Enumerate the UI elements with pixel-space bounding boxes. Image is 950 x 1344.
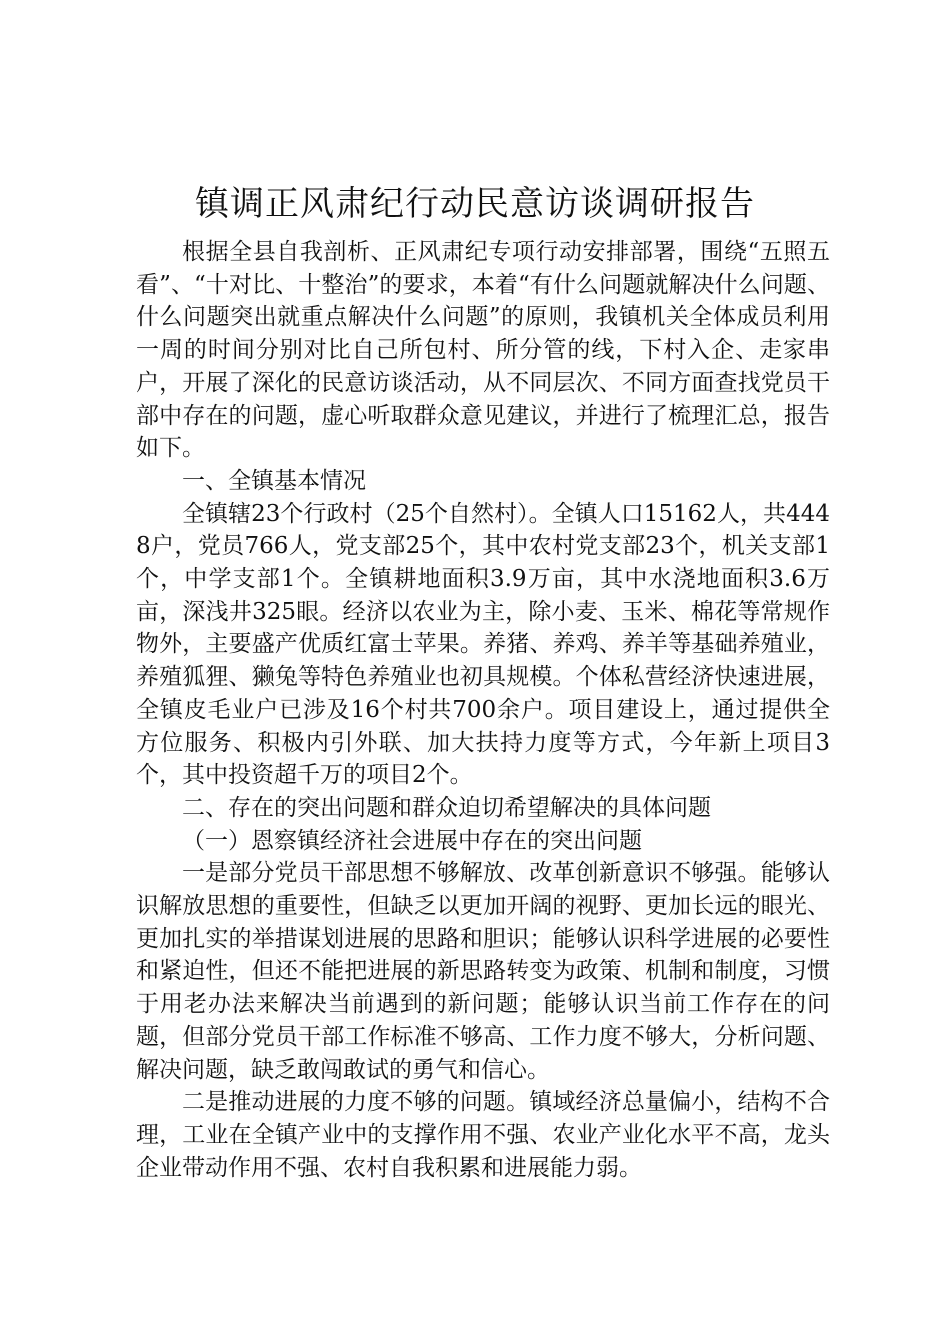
- paragraph-basic-info: 全镇辖23个行政村（25个自然村）。全镇人口15162人，共4448户，党员766人，党支部25个，其中农村党支部23个，机关支部1个，中学支部1个。全镇耕地面积3.9万亩，其中水浇地面积3.6万亩，深浅井325眼。经济以农业为主，除小麦、玉米、棉花等常规作物外，主要盛产优质红富士苹果。养猪、养鸡、养羊等基础养殖业，养殖狐狸、獭兔等特色养殖业也初具规模。个体私营经济快速进展，全镇皮毛业户已涉及16个村共700余户。项目建设上，通过提供全方位服务、积极内引外联、加大扶持力度等方式，今年新上项目3个，其中投资超千万的项目2个。: [136, 500, 830, 789]
- section-heading-2: 二、存在的突出问题和群众迫切希望解决的具体问题: [182, 794, 711, 821]
- document-title: 镇调正风肃纪行动民意访谈调研报告: [195, 184, 755, 224]
- paragraph-problem-1: 一是部分党员干部思想不够解放、改革创新意识不够强。能够认识解放思想的重要性，但缺乏以更加开阔的视野、更加长远的眼光、更加扎实的举措谋划进展的思路和胆识；能够认识科学进展的必要性和紧迫性，但还不能把进展的新思路转变为政策、机制和制度，习惯于用老办法来解决当前遇到的新问题；能够认识当前工作存在的问题，但部分党员干部工作标准不够高、工作力度不够大，分析问题、解决问题，缺乏敢闯敢试的勇气和信心。: [136, 860, 830, 1083]
- section-heading-1: 一、全镇基本情况: [182, 467, 366, 494]
- document-body: [136, 236, 830, 1184]
- subsection-heading-1: （一）恩察镇经济社会进展中存在的突出问题: [182, 827, 642, 854]
- paragraph-problem-2: 二是推动进展的力度不够的问题。镇域经济总量偏小，结构不合理，工业在全镇产业中的支撑作用不强、农业产业化水平不高，龙头企业带动作用不强、农村自我积累和进展能力弱。: [136, 1089, 830, 1181]
- paragraph-intro: 根据全县自我剖析、正风肃纪专项行动安排部署，围绕“五照五看”、“十对比、十整治”的要求，本着“有什么问题就解决什么问题、什么问题突出就重点解决什么问题”的原则，我镇机关全体成员利用一周的时间分别对比自己所包村、所分管的线，下村入企、走家串户，开展了深化的民意访谈活动，从不同层次、不同方面查找党员干部中存在的问题，虚心听取群众意见建议，并进行了梳理汇总，报告如下。: [136, 239, 830, 462]
